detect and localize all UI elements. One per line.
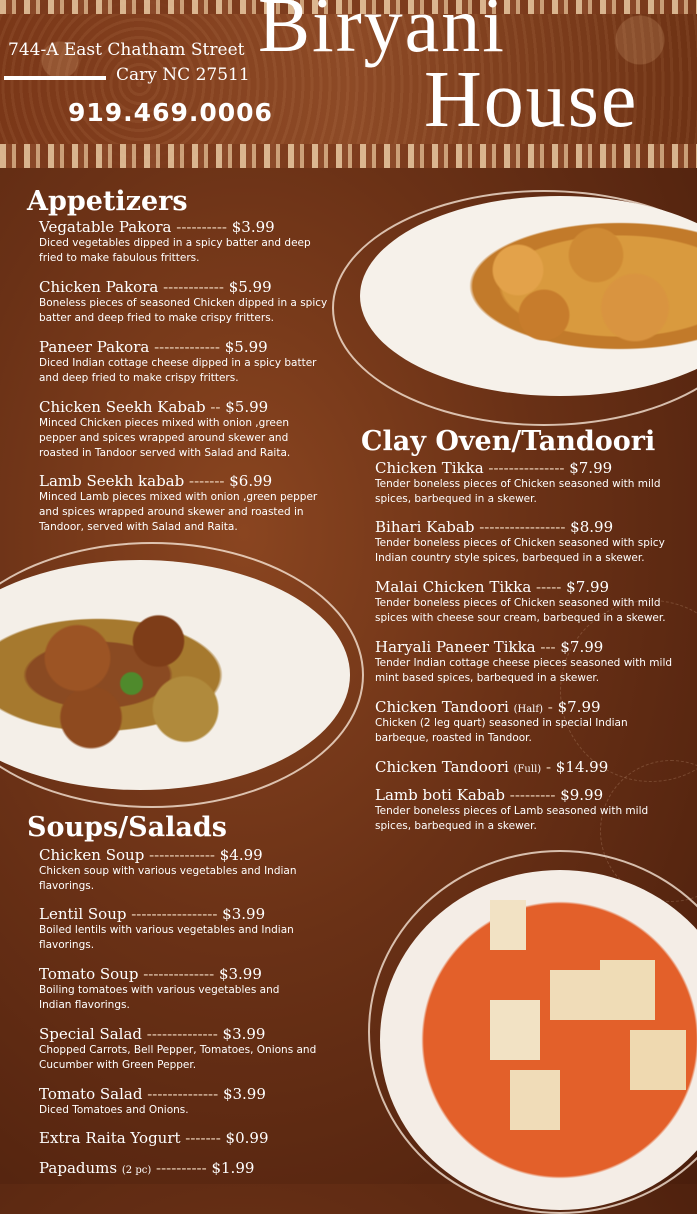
menu-item-price: $7.99 bbox=[557, 698, 601, 716]
menu-item-name: Chicken Tandoori (Half) - $7.99 bbox=[375, 698, 601, 716]
menu-item-name: Tomato Salad -------------- $3.99 bbox=[39, 1085, 266, 1103]
menu-item-name: Lentil Soup ----------------- $3.99 bbox=[39, 905, 266, 923]
menu-item-name: Chicken Tandoori (Full) - $14.99 bbox=[375, 758, 609, 776]
menu-item-name: Papadums (2 pc) ---------- $1.99 bbox=[39, 1159, 255, 1177]
menu-item-price: $7.99 bbox=[560, 638, 604, 656]
menu-item-price: $1.99 bbox=[211, 1159, 255, 1177]
menu-item-description: Boneless pieces of seasoned Chicken dipped in a spicy batter and deep fried to make crispy fritters. bbox=[39, 297, 328, 324]
soups-salads-title: Soups/Salads bbox=[27, 812, 227, 843]
menu-item-price: $7.99 bbox=[566, 578, 610, 596]
menu-item-description: Diced vegetables dipped in a spicy batter and deep fried to make fabulous fritters. bbox=[39, 237, 311, 264]
croutons bbox=[490, 900, 690, 1140]
menu-item-note: (Half) bbox=[513, 704, 543, 715]
menu-item-name: Chicken Soup ------------- $4.99 bbox=[39, 846, 263, 864]
menu-item-name: Paneer Pakora ------------- $5.99 bbox=[39, 338, 268, 356]
menu-item-price: $6.99 bbox=[229, 472, 273, 490]
menu-item-price: $0.99 bbox=[225, 1129, 269, 1147]
menu-item-price: $5.99 bbox=[224, 338, 268, 356]
menu-item-description: Tender boneless pieces of Lamb seasoned with mild spices, barbequed in a skewer. bbox=[375, 805, 649, 832]
menu-item-description: Minced Lamb pieces mixed with onion ,green pepper and spices wrapped around skewer and roasted in Tandoor, served with Salad and Raita. bbox=[39, 491, 318, 533]
menu-item-description: Diced Tomatoes and Onions. bbox=[39, 1104, 189, 1116]
menu-item-price: $14.99 bbox=[555, 758, 609, 776]
menu-item-name: Tomato Soup -------------- $3.99 bbox=[39, 965, 262, 983]
paisley-ornament bbox=[557, 600, 697, 782]
tandoori-title: Clay Oven/Tandoori bbox=[361, 426, 656, 457]
menu-item-name: Chicken Tikka --------------- $7.99 bbox=[375, 459, 613, 477]
menu-item-description: Tender boneless pieces of Chicken seasoned with spicy Indian country style spices, barbequed in a skewer. bbox=[375, 537, 665, 564]
menu-item-name: Vegatable Pakora ---------- $3.99 bbox=[39, 218, 275, 236]
menu-item-description: Boiling tomatoes with various vegetables and Indian flavorings. bbox=[39, 984, 280, 1011]
menu-item-name: Special Salad -------------- $3.99 bbox=[39, 1025, 266, 1043]
menu-item-name: Malai Chicken Tikka ----- $7.99 bbox=[375, 578, 610, 596]
phone-number: 919.469.0006 bbox=[68, 98, 273, 127]
menu-item-price: $3.99 bbox=[222, 1025, 266, 1043]
address-line-2: Cary NC 27511 bbox=[116, 65, 250, 85]
menu-item-price: $3.99 bbox=[231, 218, 275, 236]
address-line-1: 744-A East Chatham Street bbox=[8, 40, 245, 60]
menu-item-price: $4.99 bbox=[219, 846, 263, 864]
menu-item-description: Minced Chicken pieces mixed with onion ,green pepper and spices wrapped around skewer and roasted in Tandoor served with Salad and Raita. bbox=[39, 417, 291, 459]
menu-item-description: Tender boneless pieces of Chicken seasoned with mild spices, barbequed in a skewer. bbox=[375, 478, 661, 505]
appetizers-title: Appetizers bbox=[27, 186, 188, 217]
menu-item-description: Tender boneless pieces of Chicken seasoned with mild spices with cheese sour cream, barbequed in a skewer. bbox=[375, 597, 666, 624]
brand-title-line-2: House bbox=[424, 56, 639, 144]
menu-item-name: Haryali Paneer Tikka --- $7.99 bbox=[375, 638, 604, 656]
menu-item-note: (2 pc) bbox=[121, 1165, 152, 1176]
header-banner bbox=[0, 0, 697, 168]
menu-item-description: Tender Indian cottage cheese pieces seasoned with mild mint based spices, barbequed in a skewer. bbox=[375, 657, 673, 684]
menu-item-name: Bihari Kabab ----------------- $8.99 bbox=[375, 518, 614, 536]
address-rule bbox=[4, 76, 106, 80]
menu-item-price: $3.99 bbox=[222, 1085, 266, 1103]
seekh-kabab-pieces bbox=[10, 590, 280, 760]
menu-item-description: Chopped Carrots, Bell Pepper, Tomatoes, Onions and Cucumber with Green Pepper. bbox=[39, 1044, 317, 1071]
menu-item-price: $5.99 bbox=[228, 278, 272, 296]
menu-item-name: Extra Raita Yogurt ------- $0.99 bbox=[39, 1129, 269, 1147]
menu-item-note: (Full) bbox=[513, 764, 542, 775]
menu-item-name: Chicken Pakora ------------ $5.99 bbox=[39, 278, 272, 296]
menu-item-name: Lamb Seekh kabab ------- $6.99 bbox=[39, 472, 273, 490]
menu-item-description: Chicken (2 leg quart) seasoned in special Indian barbeque, roasted in Tandoor. bbox=[375, 717, 628, 744]
menu-item-price: $3.99 bbox=[222, 905, 266, 923]
menu-item-price: $8.99 bbox=[570, 518, 614, 536]
menu-item-price: $5.99 bbox=[225, 398, 269, 416]
menu-item-description: Diced Indian cottage cheese dipped in a spicy batter and deep fried to make crispy fritters. bbox=[39, 357, 317, 384]
menu-item-name: Lamb boti Kabab --------- $9.99 bbox=[375, 786, 604, 804]
menu-item-description: Boiled lentils with various vegetables and Indian flavorings. bbox=[39, 924, 294, 951]
menu-item-price: $7.99 bbox=[569, 459, 613, 477]
bottom-ornament-band bbox=[0, 144, 697, 168]
brand-title-line-1: Biryani bbox=[258, 0, 506, 68]
menu-item-name: Chicken Seekh Kabab -- $5.99 bbox=[39, 398, 269, 416]
menu-item-price: $3.99 bbox=[218, 965, 262, 983]
menu-item-price: $9.99 bbox=[560, 786, 604, 804]
menu-item-description: Chicken soup with various vegetables and Indian flavorings. bbox=[39, 865, 297, 892]
